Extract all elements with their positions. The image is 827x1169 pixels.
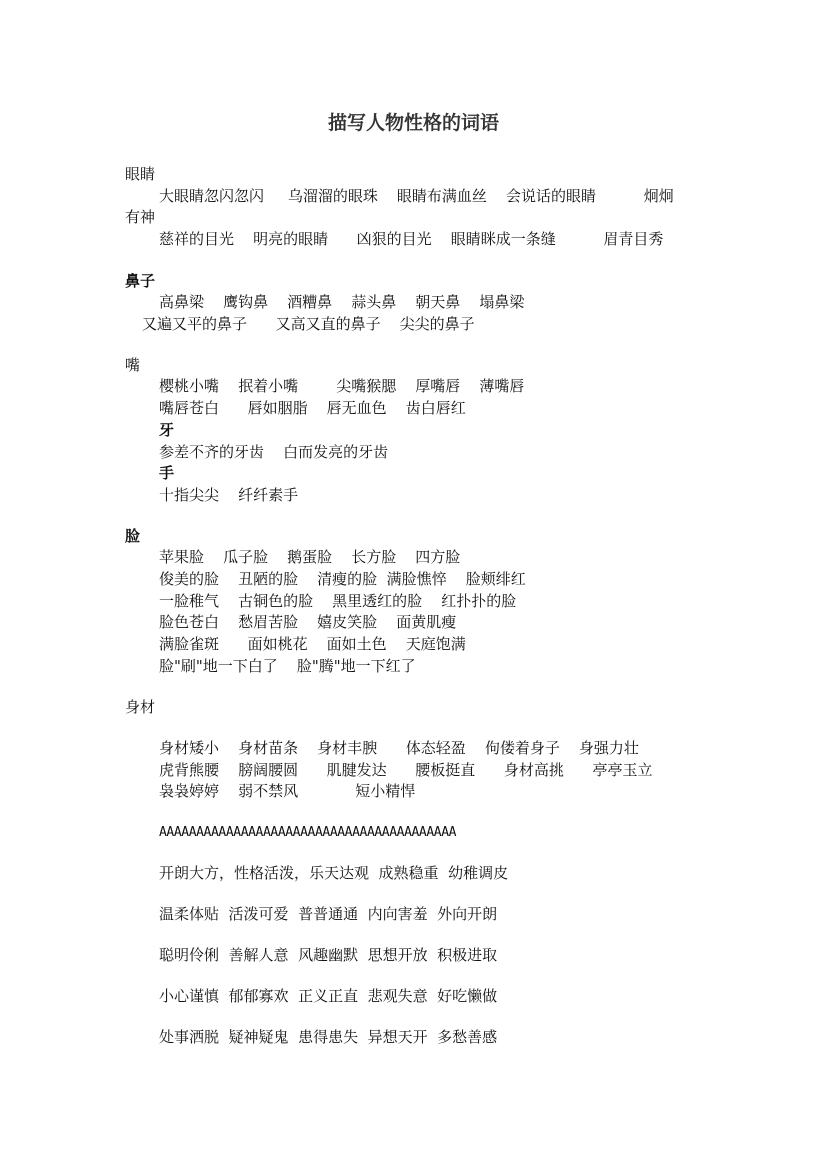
face-line-1: 苹果脸 瓜子脸 鹅蛋脸 长方脸 四方脸: [159, 548, 461, 566]
eyes-line-3: 慈祥的目光 明亮的眼睛 凶狠的目光 眼睛眯成一条缝 眉青目秀: [159, 230, 664, 248]
personality-line-5: 处事洒脱 疑神疑鬼 患得患失 异想天开 多愁善感: [159, 1028, 498, 1046]
face-line-4: 脸色苍白 愁眉苦脸 嬉皮笑脸 面黄肌瘦: [159, 613, 457, 631]
personality-line-4: 小心谨慎 郁郁寡欢 正义正直 悲观失意 好吃懒做: [159, 987, 498, 1005]
face-line-3: 一脸稚气 古铜色的脸 黑里透红的脸 红扑扑的脸: [159, 592, 517, 610]
body-line-1: 身材矮小 身材苗条 身材丰腴 体态轻盈 佝偻着身子 身强力壮: [159, 739, 639, 757]
face-line-5: 满脸雀斑 面如桃花 面如土色 天庭饱满: [159, 635, 466, 653]
mouth-line-2: 嘴唇苍白 唇如胭脂 唇无血色 齿白唇红: [159, 399, 466, 417]
eyes-line-1: 大眼睛忽闪忽闪 乌溜溜的眼珠 眼睛布满血丝 会说话的眼睛 炯炯: [159, 187, 674, 205]
eyes-line-2: 有神: [125, 208, 156, 226]
mouth-line-1: 樱桃小嘴 抿着小嘴 尖嘴猴腮 厚嘴唇 薄嘴唇: [159, 377, 525, 395]
face-line-2: 俊美的脸 丑陋的脸 清瘦的脸 满脸憔悴 脸颊绯红: [159, 570, 526, 588]
personality-line-1: 开朗大方，性格活泼，乐天达观 成熟稳重 幼稚调皮: [159, 864, 509, 882]
face-line-6: 脸"刷"地一下白了 脸"腾"地一下红了: [159, 657, 416, 675]
nose-line-1: 高鼻梁 鹰钩鼻 酒糟鼻 蒜头鼻 朝天鼻 塌鼻梁: [159, 293, 525, 311]
teeth-line: 参差不齐的牙齿 白而发亮的牙齿: [159, 443, 389, 461]
body-line-2: 虎背熊腰 膀阔腰圆 肌腱发达 腰板挺直 身材高挑 亭亭玉立: [159, 761, 653, 779]
personality-line-3: 聪明伶俐 善解人意 风趣幽默 思想开放 积极进取: [159, 946, 498, 964]
page-title: 描写人物性格的词语: [327, 112, 499, 134]
section-heading-eyes: 眼睛: [125, 165, 156, 183]
section-heading-mouth: 嘴: [125, 356, 141, 374]
nose-line-2: 又遍又平的鼻子 又高又直的鼻子 尖尖的鼻子: [142, 315, 475, 333]
section-heading-body: 身材: [125, 698, 156, 716]
body-line-3: 袅袅婷婷 弱不禁风 短小精悍: [159, 782, 416, 800]
personality-line-2: 温柔体贴 活泼可爱 普普通通 内向害羞 外向开朗: [159, 905, 498, 923]
sub-heading-teeth: 牙: [159, 421, 175, 439]
section-heading-nose: 鼻子: [125, 272, 156, 290]
sub-heading-hands: 手: [159, 464, 175, 482]
hands-line: 十指尖尖 纤纤素手: [159, 486, 299, 504]
separator-line: AAAAAAAAAAAAAAAAAAAAAAAAAAAAAAAAAAAAAAAA: [159, 825, 457, 840]
section-heading-face: 脸: [125, 527, 141, 545]
